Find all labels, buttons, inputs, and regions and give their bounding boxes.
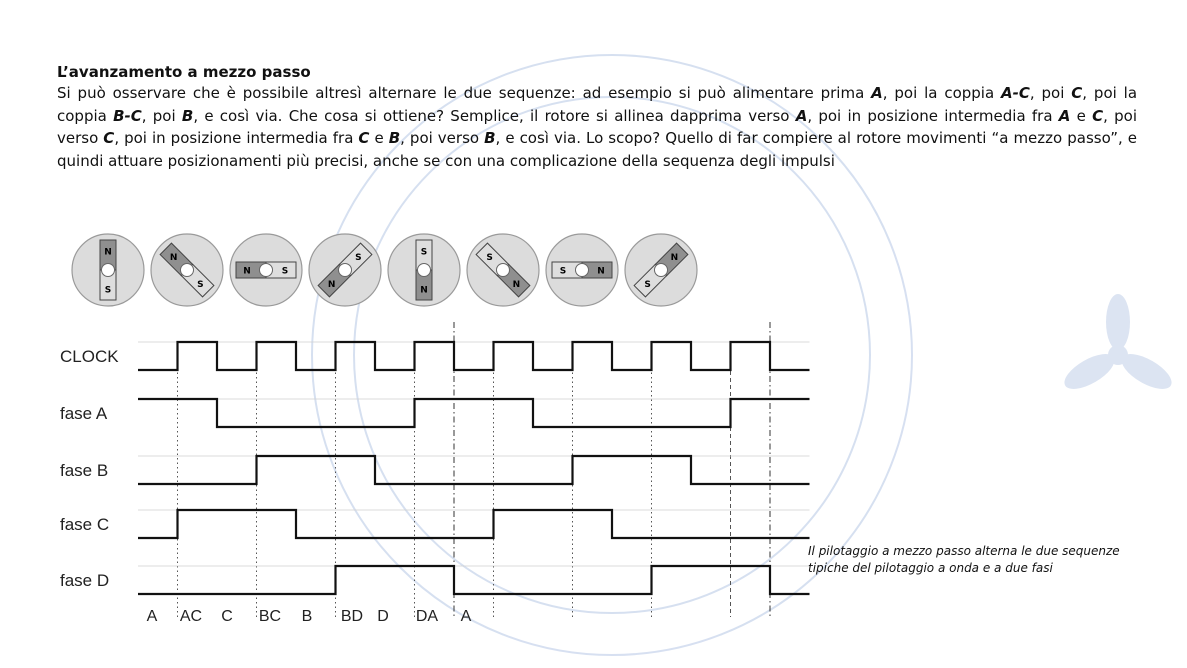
signal-label: fase D [60, 571, 110, 590]
text-run: , poi in posizione intermedia fra [114, 129, 359, 147]
emphasis-phase: A [795, 106, 808, 125]
section-title: L’avanzamento a mezzo passo [57, 63, 311, 81]
text-run: e [1070, 106, 1093, 125]
rotor-diagram [151, 234, 223, 306]
text-run: , poi verso [400, 129, 485, 147]
rotor-diagram [467, 234, 539, 306]
signal-waveform [138, 399, 810, 427]
body-paragraph [57, 82, 1137, 172]
emphasis-phase: C [1092, 106, 1104, 125]
north-pole-label: N [327, 279, 336, 290]
step-label: C [221, 608, 233, 625]
article-text [57, 62, 1137, 172]
south-pole-label: S [644, 279, 651, 290]
watermark-fan-icon [1059, 294, 1177, 396]
north-pole-label: N [420, 285, 428, 296]
rotor-diagram [230, 234, 302, 306]
emphasis-phase: B [388, 129, 401, 147]
north-pole-label: N [169, 253, 178, 264]
south-pole-label: S [197, 279, 204, 290]
south-pole-label: S [420, 247, 428, 258]
signal-waveform [138, 342, 810, 370]
text-run: , poi in posizione intermedia fra [807, 106, 1059, 125]
step-label: DA [415, 608, 439, 625]
signal-waveform [138, 456, 810, 484]
south-pole-label: S [281, 266, 289, 277]
signal-label: fase C [60, 515, 110, 534]
signal-label: fase B [60, 461, 109, 480]
figure-caption: Il pilotaggio a mezzo passo alterna le due sequenze tipiche del pilotaggio a onda e a due fasi [808, 544, 1120, 575]
south-pole-label: S [559, 266, 567, 277]
north-pole-label: N [670, 253, 679, 264]
north-pole-label: N [597, 266, 605, 277]
north-pole-label: N [104, 247, 112, 258]
rotor-diagram [72, 234, 144, 306]
text-run: e [369, 129, 389, 147]
text-run: , poi [141, 106, 182, 125]
south-pole-label: S [355, 253, 362, 264]
north-pole-label: N [512, 279, 521, 290]
rotor-diagram [309, 234, 381, 306]
text-run: , poi la coppia [57, 84, 1138, 125]
step-label: D [377, 608, 389, 625]
step-label: B [301, 608, 313, 625]
text-run: Si può osservare che è possibile altresì alternare le due sequenze: ad esempio si può alimentare prima [57, 84, 872, 102]
rotor-diagram [388, 234, 460, 306]
emphasis-phase: B [181, 106, 194, 125]
text-run: , e così via. Che cosa si ottiene? Semplice, il rotore si allinea dapprima verso [193, 106, 796, 125]
step-label: BD [340, 608, 364, 625]
signal-waveform [138, 510, 810, 538]
half-step-diagram [50, 222, 810, 632]
signal-label: CLOCK [60, 347, 119, 366]
emphasis-phase: A [871, 84, 883, 102]
step-label: A [146, 608, 158, 625]
text-run: , e così via. Lo scopo? Quello di far compiere al rotore movimenti “a mezzo passo”, e quindi attuare posizionamenti più precisi, anche se con una complicazione della sequenza degli impulsi [57, 129, 1138, 170]
signal-waveform [138, 566, 810, 594]
signal-label: fase A [60, 404, 108, 423]
emphasis-phase: C [358, 129, 370, 147]
emphasis-phase: B-C [113, 106, 142, 125]
step-label: AC [179, 608, 203, 625]
south-pole-label: S [486, 253, 493, 264]
emphasis-phase: C [103, 129, 115, 147]
north-pole-label: N [243, 266, 251, 277]
text-run: , poi verso [57, 106, 1138, 147]
step-label: BC [258, 608, 282, 625]
text-run: , poi [1029, 84, 1072, 102]
step-label: A [460, 608, 472, 625]
emphasis-phase: A [1058, 106, 1071, 125]
rotor-diagram [625, 234, 697, 306]
emphasis-phase: C [1071, 84, 1083, 102]
text-run: , poi la coppia [882, 84, 1002, 102]
south-pole-label: S [104, 285, 112, 296]
emphasis-phase: B [484, 129, 496, 147]
rotor-diagram [546, 234, 618, 306]
emphasis-phase: A-C [1001, 84, 1030, 102]
